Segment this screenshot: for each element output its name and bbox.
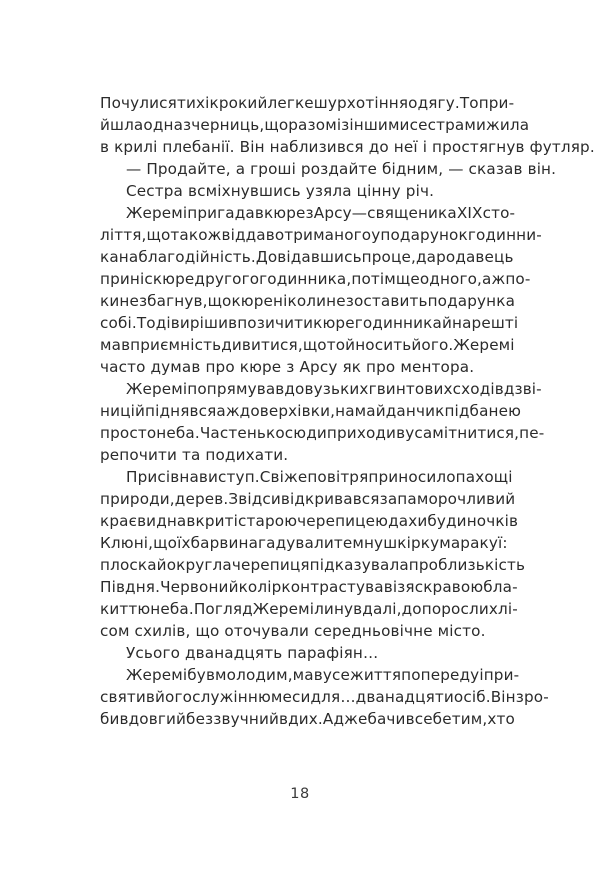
word: усамітнитися, bbox=[405, 424, 520, 442]
word: сестрами bbox=[409, 116, 486, 134]
word: запаморочливий bbox=[379, 490, 516, 508]
word: дерев. bbox=[174, 490, 229, 508]
word: молодим, bbox=[215, 666, 293, 684]
word: Жеремі bbox=[453, 336, 515, 354]
word: довгий bbox=[128, 710, 187, 728]
word: приємність bbox=[130, 336, 222, 354]
word: мав bbox=[100, 336, 131, 354]
text-line: Усього дванадцять парафіян… bbox=[126, 644, 379, 662]
word: служінню bbox=[192, 688, 271, 706]
text-line bbox=[100, 532, 508, 554]
word: пригадав bbox=[187, 204, 264, 222]
word: що bbox=[302, 336, 327, 354]
word: не bbox=[326, 292, 346, 310]
word: колір bbox=[238, 578, 282, 596]
text-line: репочити та подихати. bbox=[100, 446, 289, 464]
word: природи, bbox=[100, 490, 175, 508]
word: бла- bbox=[483, 578, 518, 596]
word: Свіже bbox=[259, 468, 308, 486]
word: на bbox=[335, 402, 355, 420]
word: тихі bbox=[176, 94, 210, 112]
word: шурхотіння bbox=[313, 94, 409, 112]
paragraph bbox=[100, 92, 595, 158]
word: у bbox=[371, 226, 381, 244]
text-line bbox=[100, 224, 542, 246]
word: про bbox=[408, 556, 439, 574]
text-line bbox=[100, 334, 515, 356]
word: Присів bbox=[126, 468, 180, 486]
word: яскравою bbox=[405, 578, 484, 596]
word: віддав bbox=[221, 226, 275, 244]
word: дахи bbox=[388, 512, 428, 530]
word: приніс bbox=[100, 270, 153, 288]
paragraph bbox=[100, 158, 557, 180]
word: ки bbox=[100, 292, 120, 310]
text-line bbox=[100, 488, 516, 510]
text-line bbox=[100, 92, 515, 114]
word: То bbox=[459, 94, 479, 112]
word: Звідси bbox=[228, 490, 281, 508]
word: з bbox=[183, 116, 192, 134]
text-line bbox=[100, 576, 518, 598]
word: підказувала bbox=[309, 556, 409, 574]
word: одного, bbox=[419, 270, 483, 288]
word: другого bbox=[194, 270, 260, 288]
word: жила bbox=[485, 116, 530, 134]
text-line bbox=[100, 686, 549, 708]
word: збагнув, bbox=[138, 292, 208, 310]
word: був bbox=[187, 666, 216, 684]
word: одягу. bbox=[408, 94, 460, 112]
word: з bbox=[305, 204, 314, 222]
word: Червоний bbox=[160, 578, 239, 596]
text-line bbox=[100, 598, 518, 620]
word: шкірку bbox=[383, 534, 440, 552]
paragraph bbox=[100, 642, 502, 664]
word: одна bbox=[143, 116, 184, 134]
word: краєвид bbox=[100, 512, 167, 530]
word: життя bbox=[349, 666, 402, 684]
word: черепицею bbox=[297, 512, 389, 530]
text-line bbox=[100, 422, 545, 444]
word: XIX bbox=[456, 204, 483, 222]
paragraph bbox=[100, 664, 549, 730]
word: плоска bbox=[100, 556, 157, 574]
word: осіб. bbox=[453, 688, 491, 706]
word: святив bbox=[100, 688, 156, 706]
word: Тоді bbox=[136, 314, 171, 332]
paragraph bbox=[100, 202, 542, 378]
text-line bbox=[100, 114, 530, 136]
word: на bbox=[166, 512, 187, 530]
word: повітря bbox=[307, 468, 369, 486]
word: нарешті bbox=[451, 314, 519, 332]
word: Адже bbox=[322, 710, 368, 728]
word: собі. bbox=[100, 314, 137, 332]
word: хто bbox=[487, 710, 515, 728]
word: й bbox=[257, 94, 268, 112]
text-line: Сестра всміхнувшись узяла цінну річ. bbox=[126, 182, 435, 200]
word: маракуї: bbox=[439, 534, 508, 552]
word: зоставить bbox=[345, 292, 428, 310]
word: бив bbox=[100, 710, 129, 728]
word: приносило bbox=[368, 468, 456, 486]
word: Арсу bbox=[313, 204, 352, 222]
word: Він bbox=[490, 688, 516, 706]
word: неба. bbox=[150, 600, 194, 618]
word: ніколи bbox=[273, 292, 327, 310]
word: що bbox=[153, 534, 178, 552]
word: близькість bbox=[438, 556, 526, 574]
word: що bbox=[146, 226, 171, 244]
word: вкриті bbox=[186, 512, 239, 530]
word: барви bbox=[190, 534, 239, 552]
word: священика bbox=[367, 204, 457, 222]
word: носить bbox=[355, 336, 412, 354]
text-line bbox=[100, 708, 515, 730]
word: Жеремі bbox=[252, 600, 315, 618]
word: попрямував bbox=[187, 380, 285, 398]
word: пе- bbox=[519, 424, 545, 442]
text-line bbox=[100, 664, 520, 686]
word: тим, bbox=[451, 710, 488, 728]
text-line bbox=[100, 510, 519, 532]
word: його. bbox=[411, 336, 454, 354]
word: разом bbox=[288, 116, 337, 134]
word: мав bbox=[292, 666, 323, 684]
word: кюре bbox=[231, 292, 274, 310]
word: аж bbox=[482, 270, 506, 288]
word: на bbox=[118, 248, 139, 266]
paragraph bbox=[100, 180, 502, 202]
word: подарунок bbox=[380, 226, 468, 244]
word: беззвучний bbox=[186, 710, 280, 728]
word: старою bbox=[238, 512, 298, 530]
word: далі, bbox=[362, 600, 402, 618]
text-line bbox=[100, 466, 513, 488]
word: порослих bbox=[421, 600, 499, 618]
text-line bbox=[100, 312, 519, 334]
word: отриманого bbox=[274, 226, 372, 244]
text-line bbox=[100, 202, 516, 224]
paragraph bbox=[100, 378, 545, 466]
word: про bbox=[361, 248, 391, 266]
word: ка bbox=[100, 248, 119, 266]
word: ліття, bbox=[100, 226, 147, 244]
word: для… bbox=[310, 688, 356, 706]
word: що bbox=[207, 292, 232, 310]
word: пахощі bbox=[455, 468, 513, 486]
text-line bbox=[100, 400, 522, 422]
word: будиночків bbox=[427, 512, 519, 530]
word: майданчик bbox=[354, 402, 445, 420]
word: це, bbox=[391, 248, 416, 266]
word: киттю bbox=[100, 600, 151, 618]
word: черниць, bbox=[191, 116, 265, 134]
word: кюре bbox=[152, 270, 195, 288]
word: верхівки, bbox=[259, 402, 336, 420]
word: до bbox=[401, 600, 422, 618]
page-number: 18 bbox=[290, 786, 310, 802]
word: кроки bbox=[209, 94, 258, 112]
word: черепиця bbox=[231, 556, 310, 574]
word: нагадували bbox=[238, 534, 334, 552]
word: просто bbox=[100, 424, 157, 442]
word: Клюні, bbox=[100, 534, 154, 552]
word: зро- bbox=[515, 688, 549, 706]
word: його bbox=[155, 688, 193, 706]
word: — bbox=[351, 204, 368, 222]
word: лі- bbox=[498, 600, 518, 618]
word: банею bbox=[469, 402, 522, 420]
text-line bbox=[100, 246, 514, 268]
word: сто- bbox=[482, 204, 516, 222]
word: Жеремі bbox=[126, 204, 188, 222]
word: кюре bbox=[313, 314, 355, 332]
word: ще bbox=[395, 270, 420, 288]
word: сходів bbox=[452, 380, 504, 398]
word: вдих. bbox=[279, 710, 323, 728]
text-line: часто думав про кюре з Арсу як про ментора. bbox=[100, 358, 475, 376]
word: й bbox=[441, 314, 452, 332]
word: дванадцяти bbox=[355, 688, 454, 706]
word: Частенько bbox=[199, 424, 285, 442]
word: годинни- bbox=[467, 226, 542, 244]
word: сюди bbox=[284, 424, 327, 442]
word: Жеремі bbox=[126, 380, 188, 398]
body-text-block bbox=[100, 92, 595, 730]
word: контрастував bbox=[281, 578, 393, 596]
word: неба. bbox=[156, 424, 200, 442]
word: кюре bbox=[263, 204, 306, 222]
word: не bbox=[119, 292, 139, 310]
word: себе bbox=[414, 710, 452, 728]
word: по- bbox=[505, 270, 531, 288]
word: до bbox=[239, 402, 260, 420]
text-line: сом схилів, що оточували середньовічне місто. bbox=[100, 622, 486, 640]
word: при- bbox=[483, 666, 520, 684]
word: під bbox=[444, 402, 470, 420]
word: до bbox=[284, 380, 305, 398]
word: дародавець bbox=[415, 248, 514, 266]
word: і bbox=[479, 666, 484, 684]
word: вузьких bbox=[304, 380, 369, 398]
word: гвинтових bbox=[368, 380, 453, 398]
word: й bbox=[156, 556, 167, 574]
word: аж bbox=[216, 402, 240, 420]
word: при- bbox=[478, 94, 515, 112]
word: меси bbox=[270, 688, 311, 706]
word: округла bbox=[166, 556, 232, 574]
word: приходив bbox=[326, 424, 406, 442]
word: дзві- bbox=[503, 380, 542, 398]
word: також bbox=[170, 226, 222, 244]
word: йшла bbox=[100, 116, 144, 134]
word: потім bbox=[351, 270, 396, 288]
word: їх bbox=[177, 534, 191, 552]
word: піднявся bbox=[145, 402, 217, 420]
word: Почулися bbox=[100, 94, 177, 112]
word: на bbox=[179, 468, 199, 486]
word: відкривався bbox=[280, 490, 380, 508]
word: той bbox=[326, 336, 356, 354]
word: темну bbox=[333, 534, 384, 552]
text-line bbox=[100, 378, 542, 400]
word: із bbox=[392, 578, 406, 596]
paragraph bbox=[100, 466, 526, 642]
word: подарунка bbox=[427, 292, 516, 310]
word: легке bbox=[267, 94, 314, 112]
word: й bbox=[134, 402, 145, 420]
word: благодійність. bbox=[138, 248, 256, 266]
word: дивитися, bbox=[221, 336, 303, 354]
word: годинника, bbox=[259, 270, 352, 288]
text-line bbox=[100, 554, 526, 576]
word: попереду bbox=[401, 666, 480, 684]
word: Півдня. bbox=[100, 578, 161, 596]
word: Погляд bbox=[193, 600, 253, 618]
word: ниці bbox=[100, 402, 135, 420]
word: бачив bbox=[367, 710, 415, 728]
word: іншими bbox=[349, 116, 410, 134]
text-line bbox=[100, 268, 531, 290]
word: позичити bbox=[237, 314, 314, 332]
word: вирішив bbox=[170, 314, 238, 332]
word: годинника bbox=[354, 314, 442, 332]
word: що bbox=[264, 116, 289, 134]
text-line: — Продайте, а гроші роздайте бідним, — сказав він. bbox=[126, 160, 557, 178]
text-line: в крилі плебанії. Він наблизився до неї і простягнув футляр. bbox=[100, 138, 595, 156]
word: линув bbox=[314, 600, 363, 618]
text-line bbox=[100, 290, 516, 312]
word: виступ. bbox=[198, 468, 260, 486]
word: Жеремі bbox=[126, 666, 188, 684]
word: із bbox=[336, 116, 350, 134]
word: усе bbox=[322, 666, 350, 684]
word: Довідавшись bbox=[255, 248, 362, 266]
